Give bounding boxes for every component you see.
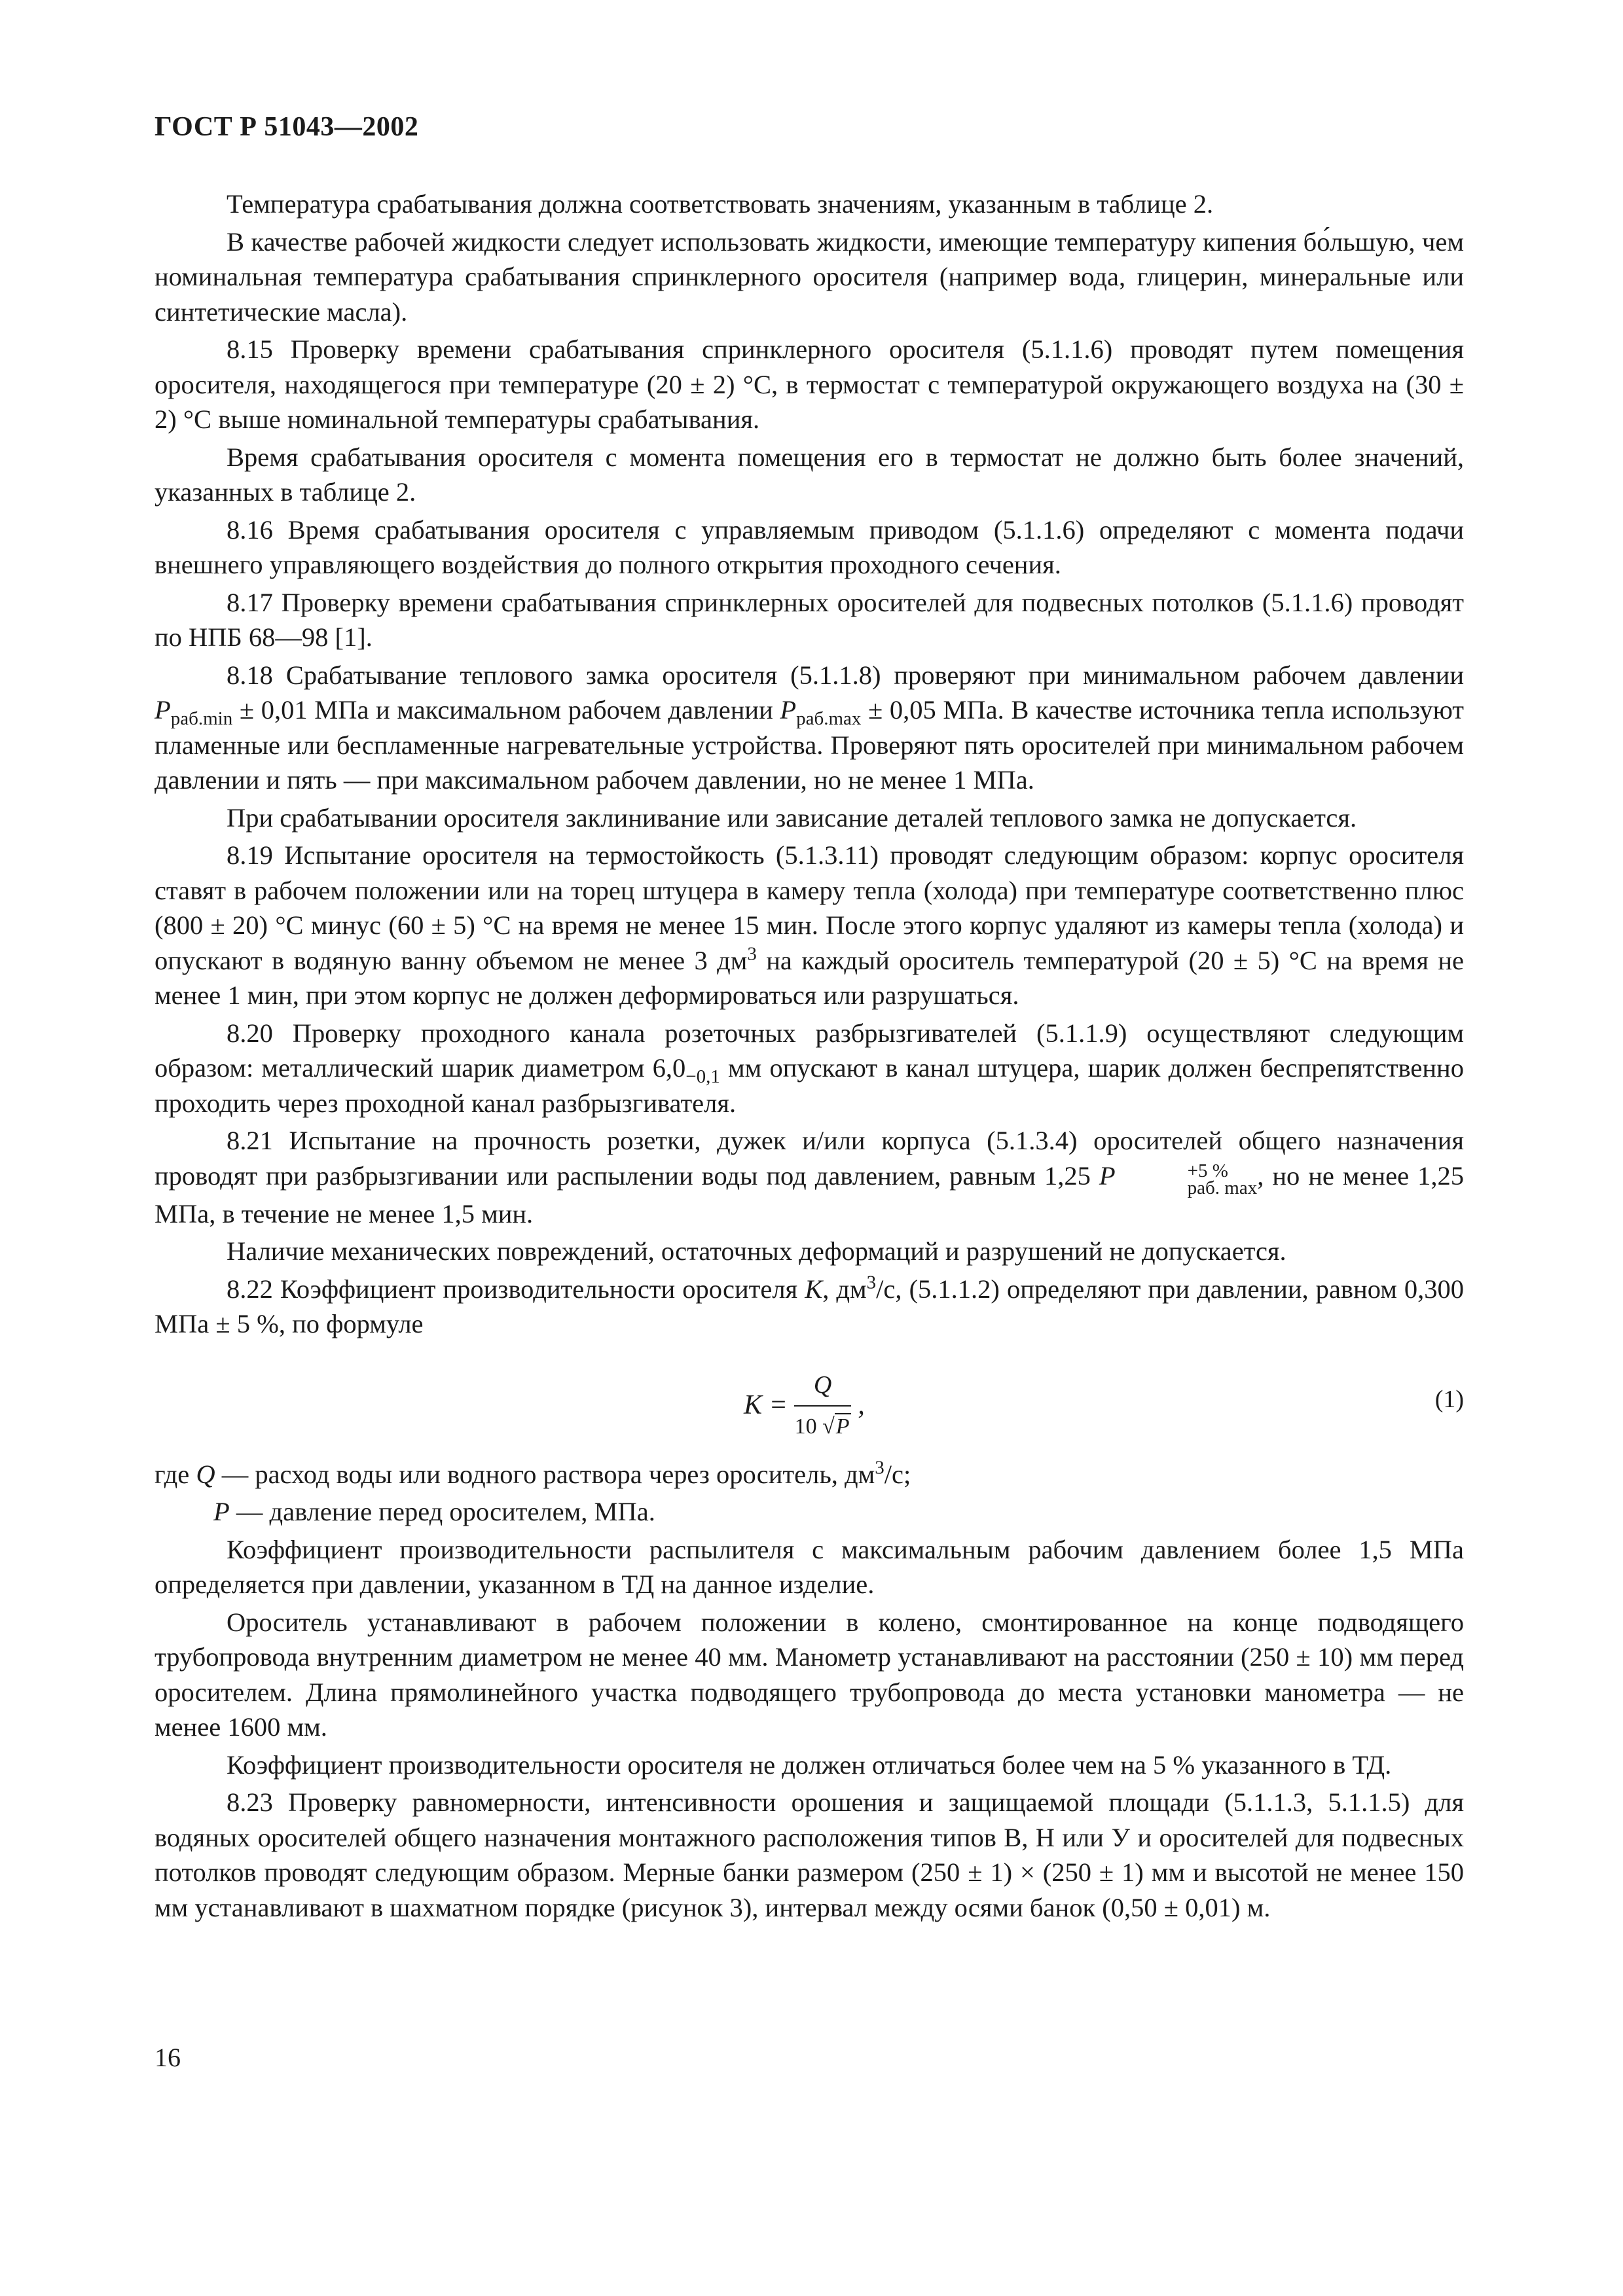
text-run: ± 0,05 МПа. В качестве источника тепла используют пламенные или беспламенные нагревательные устройства. Проверяют пять оросителей при минимальном рабочем давлении и пять — при максимальном рабочем давлении, но не менее 1 МПа.: [155, 695, 1464, 795]
pressure-symbol: P: [780, 695, 797, 725]
text-run: 8.19 Испытание оросителя на термостойкость (5.1.3.11) проводят следующим образом: корпус оросителя ставят в рабочем положении или на торец штуцера в камеру тепла (холода) при температуре соответственно плюс (800 ± 20) °С минус (60 ± 5) °С на время не менее 15 мин. После этого корпус удаляют из камеры тепла (холода) и опускают в водяную ванну объемом не менее 3 дм: [155, 840, 1464, 975]
subscript: раб.max: [796, 708, 862, 730]
text-run: 8.18 Срабатывание теплового замка оросителя (5.1.1.8) проверяют при минимальном рабочем давлении: [227, 660, 1464, 690]
superscript: +5 %: [1187, 1160, 1228, 1181]
text-run: на каждый ороситель температурой (20 ± 5) °С на время не менее 1 мин, при этом корпус не должен деформироваться или разрушаться.: [155, 945, 1464, 1010]
text-run: , но не менее 1,25 МПа, в течение не менее 1,5 мин.: [155, 1160, 1464, 1229]
paragraph: При срабатывании оросителя заклинивание или зависание деталей теплового замка не допускается.: [227, 802, 1357, 833]
paragraph: 8.15 Проверку времени срабатывания спринклерного оросителя (5.1.1.6) проводят путем помещения оросителя, находящегося при температуре (20 ± 2) °С, в термостат с температурой окружающего воздуха на (30 ± 2) °С выше номинальной температуры срабатывания.: [155, 334, 1464, 434]
text-run: — расход воды или водного раствора через ороситель, дм: [215, 1459, 875, 1489]
formula-denominator: [795, 1407, 851, 1444]
subscript: раб.min: [170, 708, 233, 730]
pressure-symbol: P: [213, 1497, 230, 1526]
text-run: /с, (5.1.1.2) определяют при давлении, равном 0,300 МПа ± 5 %, по формуле: [155, 1274, 1464, 1338]
paragraph: Ороситель устанавливают в рабочем положении в колено, смонтированное на конце подводящего трубопровода внутренним диаметром не менее 40 мм. Манометр устанавливают на расстоянии (250 ± 10) мм перед оросителем. Длина прямолинейного участка подводящего трубопровода до места установки манометра — не менее 1600 мм.: [155, 1607, 1464, 1742]
text-run: 8.20 Проверку проходного канала розеточных разбрызгивателей (5.1.1.9) осуществляют следующим образом: металлический шарик диаметром 6,0: [155, 1018, 1464, 1083]
document-body: [155, 187, 1464, 1928]
text-run: , дм: [822, 1274, 867, 1304]
text-run: мм опускают в канал штуцера, шарик должен беспрепятственно проходить через проходной канал разбрызгивателя.: [155, 1053, 1464, 1118]
superscript: 3: [875, 1457, 884, 1478]
text-run: ± 0,01 МПа и максимальном рабочем давлении: [232, 695, 780, 725]
pressure-symbol: P: [1099, 1160, 1116, 1191]
paragraph-8-19: [155, 838, 1464, 1013]
text-run: где: [155, 1459, 196, 1489]
paragraph: 8.23 Проверку равномерности, интенсивности орошения и защищаемой площади (5.1.1.3, 5.1.1.5) для водяных оросителей общего назначения монтажного расположения типов В, Н или У и оросителей для подвесных потолков проводят следующим образом. Мерные банки размером (250 ± 1) × (250 ± 1) мм и высотой не менее 150 мм устанавливают в шахматном порядке (рисунок 3), интервал между осями банок (0,50 ± 0,01) м.: [155, 1787, 1464, 1922]
paragraph: 8.17 Проверку времени срабатывания спринклерных оросителей для подвесных потолков (5.1.1.6) проводят по НПБ 68—98 [1].: [155, 587, 1464, 652]
paragraph-8-18: [155, 658, 1464, 798]
sup-sub-stack: [1116, 1162, 1258, 1196]
pressure-symbol: P: [155, 695, 171, 725]
paragraph: Коэффициент производительности оросителя не должен отличаться более чем на 5 % указанного в ТД.: [227, 1749, 1392, 1780]
where-line: [155, 1457, 1464, 1492]
paragraph-8-21: [155, 1123, 1464, 1231]
paragraph: Наличие механических повреждений, остаточных деформаций и разрушений не допускается.: [227, 1236, 1286, 1266]
paragraph: В качестве рабочей жидкости следует использовать жидкости, имеющие температуру кипения бо́льшую, чем номинальная температура срабатывания спринклерного оросителя (например вода, глицерин, минеральные или синтетические масла).: [155, 226, 1464, 327]
text-run: 8.21 Испытание на прочность розетки, дужек и/или корпуса (5.1.3.4) оросителей общего назначения проводят при разбрызгивании или распылении воды под давлением, равным 1,25: [155, 1126, 1464, 1191]
paragraph-8-22: [155, 1272, 1464, 1342]
superscript: 3: [866, 1272, 877, 1293]
paragraph-8-20: [155, 1016, 1464, 1121]
formula-lhs: K =: [744, 1390, 788, 1421]
paragraph: Коэффициент производительности распылителя с максимальным рабочим давлением более 1,5 МПа определяется при давлении, указанном в ТД на данное изделие.: [155, 1534, 1464, 1599]
paragraph: Время срабатывания оросителя с момента помещения его в термостат не должно быть более значений, указанных в таблице 2.: [155, 442, 1464, 507]
formula-fraction: [794, 1368, 851, 1444]
formula-den-var: P: [835, 1414, 850, 1439]
superscript: 3: [747, 943, 757, 964]
paragraph: 8.16 Время срабатывания оросителя с управляемым приводом (5.1.1.6) определяют с момента подачи внешнего управляющего воздействия до полного открытия проходного сечения.: [155, 514, 1464, 579]
paragraph: Температура срабатывания должна соответствовать значениям, указанным в таблице 2.: [227, 189, 1214, 219]
document-header: ГОСТ Р 51043—2002: [155, 112, 419, 142]
flow-symbol: Q: [196, 1459, 215, 1489]
formula-number: (1): [1434, 1385, 1464, 1413]
where-line: [155, 1494, 1464, 1530]
text-run: /с;: [884, 1459, 911, 1489]
subscript: −0,1: [685, 1066, 720, 1088]
text-run: — давление перед оросителем, МПа.: [229, 1497, 655, 1526]
page-number: 16: [155, 2043, 181, 2072]
formula-tail: ,: [858, 1390, 865, 1421]
formula-block: [155, 1356, 1464, 1448]
coefficient-symbol: K: [805, 1274, 823, 1304]
subscript: раб. max: [1187, 1177, 1258, 1198]
formula-den-coef: 10 √: [794, 1414, 835, 1439]
formula-numerator: Q: [794, 1368, 851, 1407]
formula: [744, 1368, 865, 1444]
text-run: 8.22 Коэффициент производительности оросителя: [227, 1274, 805, 1304]
